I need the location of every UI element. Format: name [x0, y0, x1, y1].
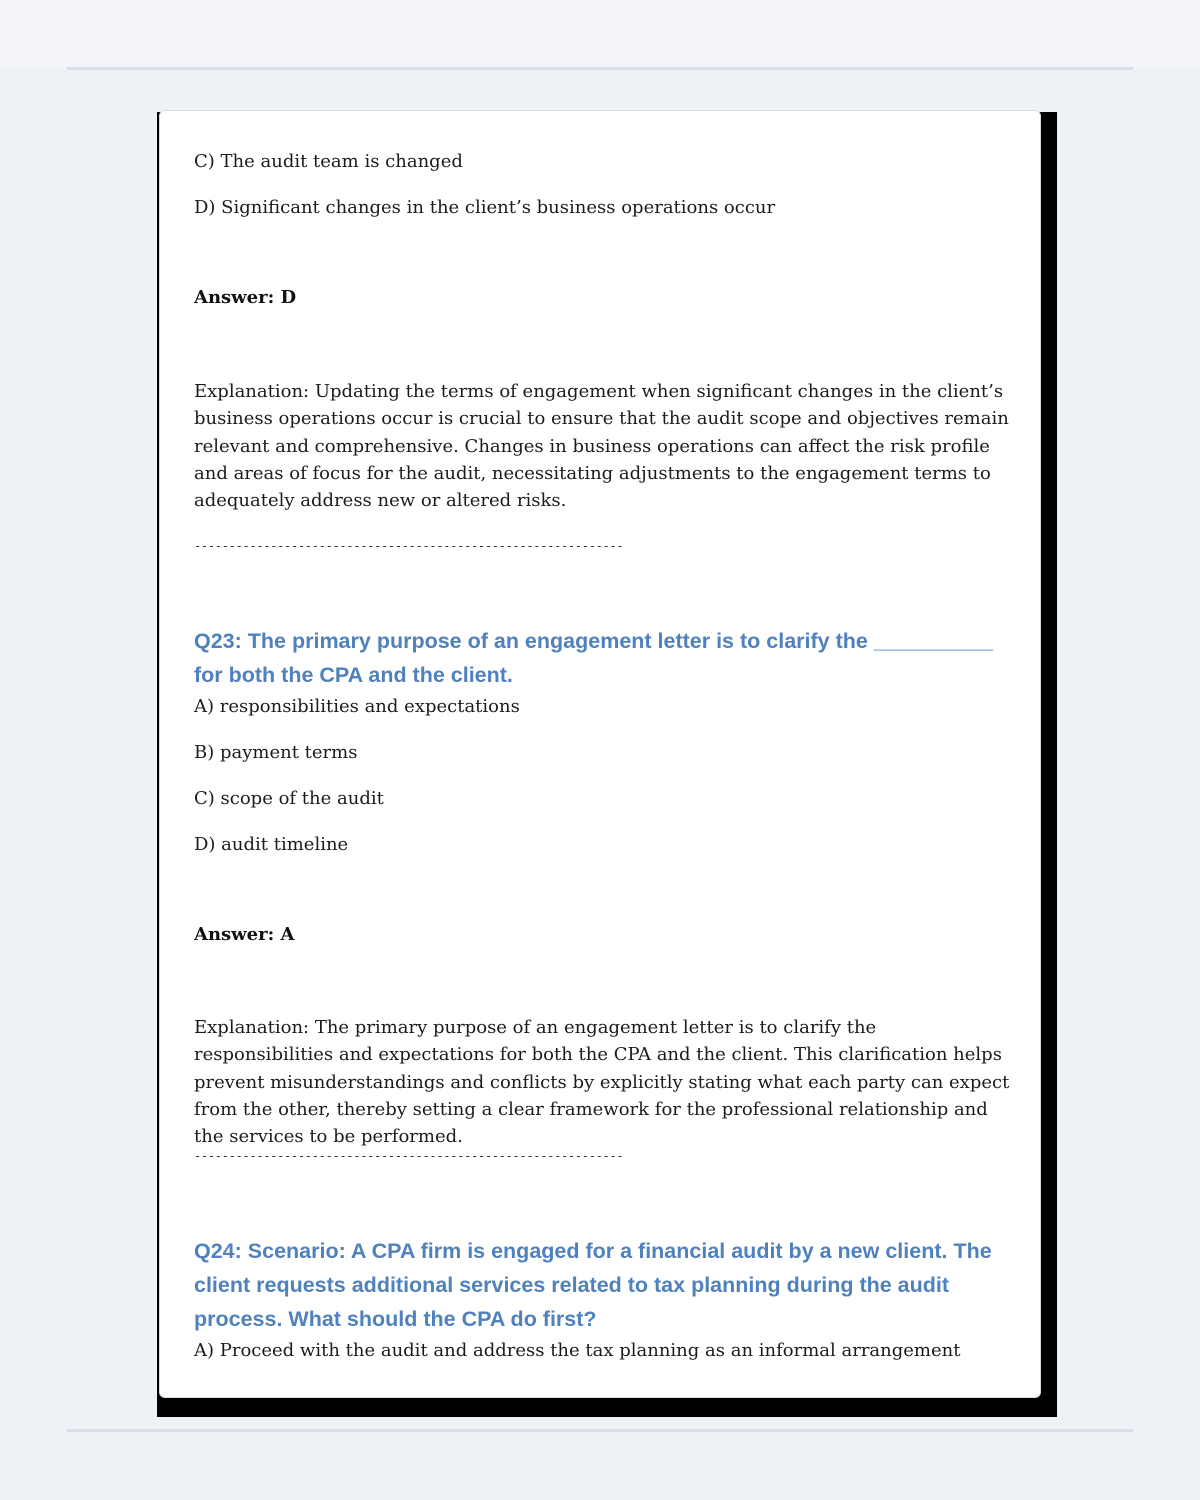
question-heading-q23: Q23: The primary purpose of an engagement letter is to clarify the __________ for both the CPA and the client.	[194, 629, 994, 687]
option-c: C) The audit team is changed	[194, 151, 463, 172]
option-c: C) scope of the audit	[194, 788, 384, 809]
answer-label: Answer: D	[194, 287, 297, 308]
question-separator: --------------------------------------------------------------	[194, 1149, 624, 1163]
explanation-paragraph: Explanation: The primary purpose of an engagement letter is to clarify the responsibilities and expectations for both the CPA and the client. This clarification helps prevent misunderstandings and conflicts by explicitly stating what each party can expect from the other, thereby setting a clear framework for the professional relationship and the services to be performed.	[194, 1017, 1010, 1148]
top-divider	[67, 67, 1133, 70]
option-a: A) responsibilities and expectations	[194, 696, 520, 717]
option-a: A) Proceed with the audit and address the tax planning as an informal arrangement	[194, 1340, 961, 1361]
viewer-top-bar	[0, 0, 1200, 68]
option-d: D) audit timeline	[194, 834, 349, 855]
option-d: D) Significant changes in the client’s business operations occur	[194, 197, 776, 218]
answer-label: Answer: A	[194, 924, 295, 945]
bottom-divider	[67, 1429, 1133, 1432]
explanation-paragraph: Explanation: Updating the terms of engagement when significant changes in the client’s business operations occur is crucial to ensure that the audit scope and objectives remain relevant and comprehensive. Changes in business operations can affect the risk profile and areas of focus for the audit, necessitating adjustments to the engagement terms to adequately address new or altered risks.	[194, 381, 1009, 512]
question-heading-q24: Q24: Scenario: A CPA firm is engaged for a financial audit by a new client. The client requests additional services related to tax planning during the audit process. What should the CPA do first?	[194, 1239, 992, 1331]
document-page	[159, 110, 1041, 1398]
question-separator: --------------------------------------------------------------	[194, 539, 624, 553]
option-b: B) payment terms	[194, 742, 358, 763]
